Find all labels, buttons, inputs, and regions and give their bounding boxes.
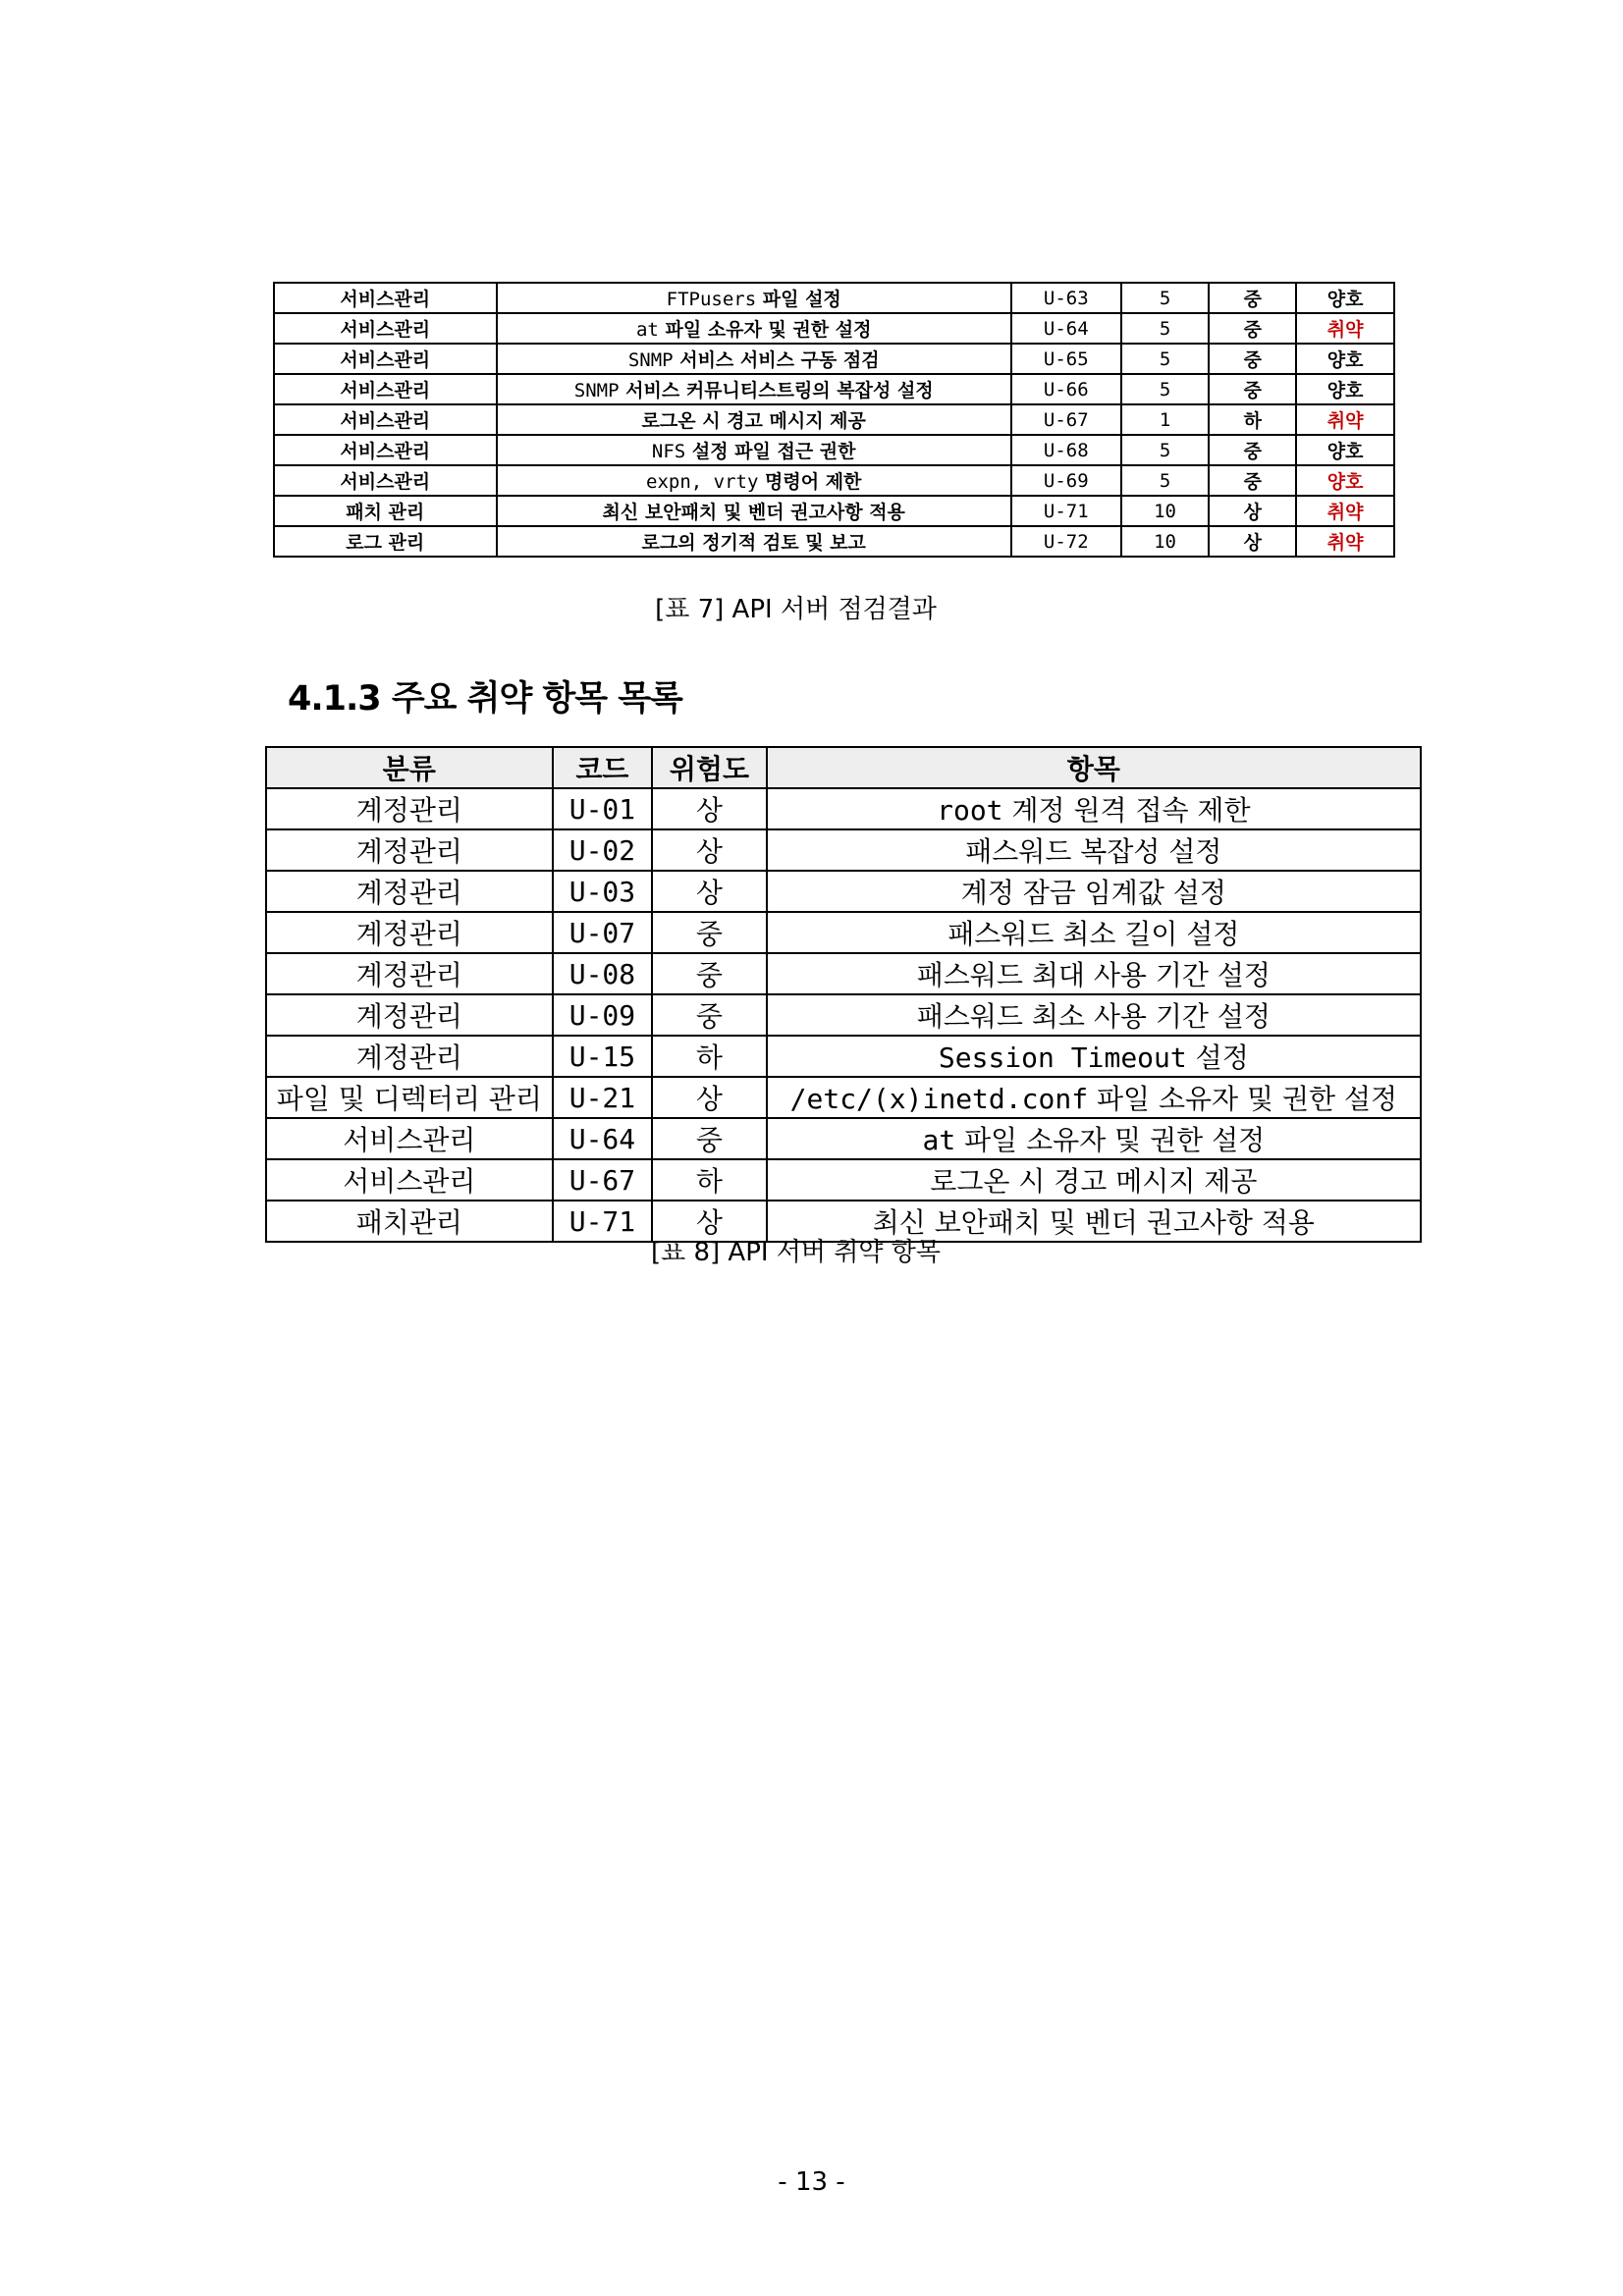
risk-cell: 중	[652, 1118, 766, 1159]
risk-cell: 상	[652, 829, 766, 871]
item-cell: 패스워드 최소 길이 설정	[767, 912, 1421, 953]
table-row	[274, 344, 1394, 374]
table-row	[274, 496, 1394, 526]
item-cell: 로그온 시 경고 메시지 제공	[767, 1159, 1421, 1201]
code-cell: U-09	[553, 994, 653, 1036]
level-cell: 상	[1209, 496, 1296, 526]
table-row	[274, 404, 1394, 435]
result-cell: 취약	[1296, 404, 1394, 435]
header-category: 분류	[266, 747, 553, 788]
result-cell: 양호	[1296, 344, 1394, 374]
category-cell: 서비스관리	[274, 374, 497, 404]
item-cell: NFS 설정 파일 접근 권한	[497, 435, 1011, 465]
table-header-row	[266, 747, 1421, 788]
table-row	[274, 526, 1394, 557]
level-cell: 상	[1209, 526, 1296, 557]
page-number: - 13 -	[778, 2167, 845, 2197]
score-cell: 5	[1121, 313, 1210, 344]
table-row	[274, 313, 1394, 344]
code-cell: U-72	[1011, 526, 1121, 557]
risk-cell: 중	[652, 953, 766, 994]
code-cell: U-08	[553, 953, 653, 994]
category-cell: 계정관리	[266, 994, 553, 1036]
code-cell: U-64	[1011, 313, 1121, 344]
score-cell: 1	[1121, 404, 1210, 435]
result-cell: 양호	[1296, 374, 1394, 404]
category-cell: 패치관리	[266, 1201, 553, 1242]
score-cell: 10	[1121, 496, 1210, 526]
category-cell: 서비스관리	[274, 283, 497, 313]
code-cell: U-71	[1011, 496, 1121, 526]
category-cell: 계정관리	[266, 788, 553, 829]
category-cell: 서비스관리	[266, 1118, 553, 1159]
code-cell: U-71	[553, 1201, 653, 1242]
header-item: 항목	[767, 747, 1421, 788]
item-cell: /etc/(x)inetd.conf 파일 소유자 및 권한 설정	[767, 1077, 1421, 1118]
level-cell: 하	[1209, 404, 1296, 435]
score-cell: 5	[1121, 465, 1210, 496]
category-cell: 서비스관리	[266, 1159, 553, 1201]
code-cell: U-66	[1011, 374, 1121, 404]
table-row	[266, 871, 1421, 912]
category-cell: 계정관리	[266, 829, 553, 871]
result-cell: 취약	[1296, 496, 1394, 526]
item-cell: expn, vrty 명령어 제한	[497, 465, 1011, 496]
score-cell: 5	[1121, 283, 1210, 313]
risk-cell: 상	[652, 871, 766, 912]
category-cell: 서비스관리	[274, 313, 497, 344]
category-cell: 계정관리	[266, 912, 553, 953]
code-cell: U-01	[553, 788, 653, 829]
category-cell: 계정관리	[266, 871, 553, 912]
table7-caption: [표 7] API 서버 점검결과	[655, 595, 937, 624]
result-cell: 양호	[1296, 283, 1394, 313]
code-cell: U-65	[1011, 344, 1121, 374]
category-cell: 서비스관리	[274, 344, 497, 374]
table-row	[274, 374, 1394, 404]
code-cell: U-07	[553, 912, 653, 953]
risk-cell: 상	[652, 788, 766, 829]
item-cell: 패스워드 복잡성 설정	[767, 829, 1421, 871]
section-heading: 4.1.3 주요 취약 항목 목록	[288, 679, 682, 719]
table-row	[266, 1159, 1421, 1201]
code-cell: U-15	[553, 1036, 653, 1077]
code-cell: U-02	[553, 829, 653, 871]
item-cell: Session Timeout 설정	[767, 1036, 1421, 1077]
score-cell: 5	[1121, 435, 1210, 465]
result-cell: 취약	[1296, 313, 1394, 344]
result-cell: 취약	[1296, 526, 1394, 557]
level-cell: 중	[1209, 465, 1296, 496]
code-cell: U-67	[553, 1159, 653, 1201]
table-row	[266, 1077, 1421, 1118]
header-code: 코드	[553, 747, 653, 788]
code-cell: U-68	[1011, 435, 1121, 465]
risk-cell: 중	[652, 994, 766, 1036]
code-cell: U-63	[1011, 283, 1121, 313]
item-cell: 계정 잠금 임계값 설정	[767, 871, 1421, 912]
result-cell: 양호	[1296, 465, 1394, 496]
table-row	[266, 912, 1421, 953]
item-cell: 최신 보안패치 및 벤더 권고사항 적용	[767, 1201, 1421, 1242]
table-row	[274, 435, 1394, 465]
item-cell: root 계정 원격 접속 제한	[767, 788, 1421, 829]
table-row	[266, 829, 1421, 871]
category-cell: 계정관리	[266, 953, 553, 994]
code-cell: U-21	[553, 1077, 653, 1118]
item-cell: at 파일 소유자 및 권한 설정	[767, 1118, 1421, 1159]
item-cell: FTPusers 파일 설정	[497, 283, 1011, 313]
table8-caption: [표 8] API 서버 취약 항목	[650, 1238, 942, 1267]
item-cell: at 파일 소유자 및 권한 설정	[497, 313, 1011, 344]
table-row	[266, 994, 1421, 1036]
category-cell: 서비스관리	[274, 404, 497, 435]
item-cell: SNMP 서비스 서비스 구동 점검	[497, 344, 1011, 374]
code-cell: U-69	[1011, 465, 1121, 496]
result-cell: 양호	[1296, 435, 1394, 465]
code-cell: U-67	[1011, 404, 1121, 435]
level-cell: 중	[1209, 344, 1296, 374]
risk-cell: 상	[652, 1201, 766, 1242]
category-cell: 파일 및 디렉터리 관리	[266, 1077, 553, 1118]
score-cell: 5	[1121, 344, 1210, 374]
table-row	[266, 788, 1421, 829]
item-cell: 패스워드 최대 사용 기간 설정	[767, 953, 1421, 994]
table-row	[274, 465, 1394, 496]
category-cell: 서비스관리	[274, 435, 497, 465]
header-risk: 위험도	[652, 747, 766, 788]
level-cell: 중	[1209, 283, 1296, 313]
score-cell: 10	[1121, 526, 1210, 557]
item-cell: 패스워드 최소 사용 기간 설정	[767, 994, 1421, 1036]
level-cell: 중	[1209, 435, 1296, 465]
table-row	[266, 1118, 1421, 1159]
risk-cell: 하	[652, 1159, 766, 1201]
category-cell: 패치 관리	[274, 496, 497, 526]
table-row	[266, 953, 1421, 994]
category-cell: 계정관리	[266, 1036, 553, 1077]
category-cell: 로그 관리	[274, 526, 497, 557]
table-row	[274, 283, 1394, 313]
code-cell: U-03	[553, 871, 653, 912]
inspection-results-table	[273, 282, 1395, 558]
item-cell: 최신 보안패치 및 벤더 권고사항 적용	[497, 496, 1011, 526]
level-cell: 중	[1209, 374, 1296, 404]
risk-cell: 중	[652, 912, 766, 953]
vulnerable-items-table	[265, 746, 1422, 1243]
level-cell: 중	[1209, 313, 1296, 344]
risk-cell: 하	[652, 1036, 766, 1077]
category-cell: 서비스관리	[274, 465, 497, 496]
item-cell: 로그의 정기적 검토 및 보고	[497, 526, 1011, 557]
item-cell: 로그온 시 경고 메시지 제공	[497, 404, 1011, 435]
table-row	[266, 1036, 1421, 1077]
item-cell: SNMP 서비스 커뮤니티스트링의 복잡성 설정	[497, 374, 1011, 404]
score-cell: 5	[1121, 374, 1210, 404]
code-cell: U-64	[553, 1118, 653, 1159]
risk-cell: 상	[652, 1077, 766, 1118]
